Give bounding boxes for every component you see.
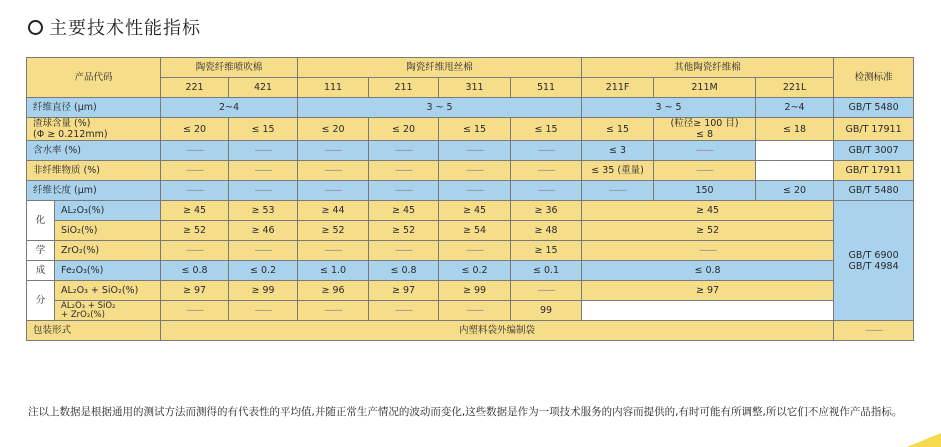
value-cell: —— xyxy=(582,181,654,201)
corner-decoration xyxy=(907,433,941,447)
table-row xyxy=(27,261,914,281)
value-cell: —— xyxy=(654,161,756,181)
row-label: 非纤维物质 (%) xyxy=(27,161,161,181)
value-cell: —— xyxy=(439,241,511,261)
code-cell: 111 xyxy=(298,78,369,98)
value-cell: —— xyxy=(161,161,229,181)
standard-cell: GB/T 17911 xyxy=(834,118,914,141)
row-label: 包装形式 xyxy=(27,321,161,341)
value-cell xyxy=(582,301,834,321)
value-cell: ≤ 1.0 xyxy=(298,261,369,281)
value-cell: ≥ 52 xyxy=(582,221,834,241)
value-cell: —— xyxy=(439,301,511,321)
header-standard: 检测标准 xyxy=(834,58,914,98)
value-cell: —— xyxy=(654,141,756,161)
value-cell: ≤ 18 xyxy=(756,118,834,141)
value-cell: —— xyxy=(229,141,298,161)
row-label: ZrO₂(%) xyxy=(55,241,161,261)
value-cell: ≤ 20 xyxy=(756,181,834,201)
value-cell: ≤ 0.1 xyxy=(511,261,582,281)
table-row xyxy=(27,301,914,321)
value-cell: ≤ 0.8 xyxy=(161,261,229,281)
value-cell: —— xyxy=(511,181,582,201)
row-label: 含水率 (%) xyxy=(27,141,161,161)
value-cell: ≥ 52 xyxy=(161,221,229,241)
spec-table xyxy=(26,57,914,341)
section-title-text: 主要技术性能指标 xyxy=(49,18,201,39)
section-title xyxy=(28,14,201,40)
value-cell: —— xyxy=(298,181,369,201)
table-row xyxy=(27,118,914,141)
value-cell: ≥ 46 xyxy=(229,221,298,241)
value-cell: —— xyxy=(439,181,511,201)
value-cell: —— xyxy=(229,241,298,261)
value-cell: ≥ 96 xyxy=(298,281,369,301)
value-cell: 150 xyxy=(654,181,756,201)
value-cell: ≥ 15 xyxy=(511,241,582,261)
chem-side-label: 学 xyxy=(27,241,55,261)
value-cell: —— xyxy=(298,161,369,181)
header-product-code: 产品代码 xyxy=(27,58,161,98)
value-cell: —— xyxy=(511,161,582,181)
header-group-spun: 陶瓷纤维甩丝棉 xyxy=(298,58,582,78)
value-cell xyxy=(756,141,834,161)
value-cell: ≤ 3 xyxy=(582,141,654,161)
table-row xyxy=(27,241,914,261)
value-cell: ≤ 0.2 xyxy=(439,261,511,281)
standard-cell: —— xyxy=(834,321,914,341)
footnote: 注以上数据是根据通用的测试方法而测得的有代表性的平均值,并随正常生产情况的波动而变化,这些数据是作为一项技术服务的内容而提供的,有时可能有所调整,所以它们不应视作产品指标。 xyxy=(28,406,903,418)
value-cell: —— xyxy=(511,141,582,161)
code-cell: 211M xyxy=(654,78,756,98)
row-label: Fe₂O₃(%) xyxy=(55,261,161,281)
value-cell: —— xyxy=(229,181,298,201)
value-cell: —— xyxy=(298,241,369,261)
row-label: 纤维直径 (μm) xyxy=(27,98,161,118)
code-cell: 211F xyxy=(582,78,654,98)
value-cell: —— xyxy=(369,301,439,321)
value-cell: ≥ 52 xyxy=(298,221,369,241)
value-cell: ≤ 15 xyxy=(582,118,654,141)
table-row xyxy=(27,141,914,161)
value-cell: ≥ 45 xyxy=(369,201,439,221)
value-cell: ≥ 53 xyxy=(229,201,298,221)
value-cell: ≥ 97 xyxy=(161,281,229,301)
value-cell: 3 ~ 5 xyxy=(298,98,582,118)
value-cell: ≤ 20 xyxy=(298,118,369,141)
standard-cell: GB/T 17911 xyxy=(834,161,914,181)
value-cell: 99 xyxy=(511,301,582,321)
value-cell: —— xyxy=(439,161,511,181)
value-cell: ≥ 52 xyxy=(369,221,439,241)
value-cell: ≥ 36 xyxy=(511,201,582,221)
table-row xyxy=(27,321,914,341)
value-cell: —— xyxy=(582,241,834,261)
standard-cell: GB/T 6900 GB/T 4984 xyxy=(834,201,914,321)
header-group-blown: 陶瓷纤维喷吹棉 xyxy=(161,58,298,78)
value-cell: ≤ 15 xyxy=(511,118,582,141)
value-cell: —— xyxy=(298,141,369,161)
value-cell: ≤ 15 xyxy=(229,118,298,141)
table-row xyxy=(27,281,914,301)
value-cell: 2~4 xyxy=(756,98,834,118)
code-cell: 211 xyxy=(369,78,439,98)
value-cell: 2~4 xyxy=(161,98,298,118)
value-cell: ≥ 45 xyxy=(161,201,229,221)
value-cell: —— xyxy=(369,181,439,201)
table-row xyxy=(27,221,914,241)
chem-side-label: 分 xyxy=(27,281,55,321)
value-cell: (粒径≥ 100 目) ≤ 8 xyxy=(654,118,756,141)
value-cell xyxy=(756,161,834,181)
row-label: AL₂O₃ + SiO₂(%) xyxy=(55,281,161,301)
code-cell: 221 xyxy=(161,78,229,98)
chem-side-label: 化 xyxy=(27,201,55,241)
value-cell: ≥ 99 xyxy=(439,281,511,301)
value-cell: —— xyxy=(369,241,439,261)
standard-cell: GB/T 3007 xyxy=(834,141,914,161)
value-cell: ≤ 0.8 xyxy=(369,261,439,281)
value-cell: ≥ 45 xyxy=(582,201,834,221)
value-cell: ≥ 45 xyxy=(439,201,511,221)
row-label: 纤维长度 (μm) xyxy=(27,181,161,201)
row-label: AL₂O₃(%) xyxy=(55,201,161,221)
code-cell: 311 xyxy=(439,78,511,98)
standard-cell: GB/T 5480 xyxy=(834,181,914,201)
header-group-other: 其他陶瓷纤维棉 xyxy=(582,58,834,78)
value-cell: —— xyxy=(161,181,229,201)
value-cell: ≥ 48 xyxy=(511,221,582,241)
value-cell: ≤ 20 xyxy=(369,118,439,141)
code-cell: 511 xyxy=(511,78,582,98)
standard-cell: GB/T 5480 xyxy=(834,98,914,118)
value-cell: —— xyxy=(439,141,511,161)
value-cell: —— xyxy=(369,141,439,161)
value-cell: ≤ 20 xyxy=(161,118,229,141)
chem-side-label: 成 xyxy=(27,261,55,281)
value-cell: —— xyxy=(298,301,369,321)
code-cell: 221L xyxy=(756,78,834,98)
packing-value: 内塑料袋外编制袋 xyxy=(161,321,834,341)
value-cell: ≤ 35 (重量) xyxy=(582,161,654,181)
value-cell: —— xyxy=(511,281,582,301)
value-cell: —— xyxy=(161,301,229,321)
value-cell: —— xyxy=(161,241,229,261)
value-cell: —— xyxy=(369,161,439,181)
value-cell: ≤ 0.8 xyxy=(582,261,834,281)
table-row xyxy=(27,181,914,201)
row-label: SiO₂(%) xyxy=(55,221,161,241)
code-cell: 421 xyxy=(229,78,298,98)
table-row xyxy=(27,201,914,221)
row-label: 渣球含量 (%) (Φ ≥ 0.212mm) xyxy=(27,118,161,141)
value-cell: —— xyxy=(229,161,298,181)
value-cell: —— xyxy=(229,301,298,321)
value-cell: —— xyxy=(161,141,229,161)
row-label: AL₂O₃ + SiO₂ + ZrO₂(%) xyxy=(55,301,161,321)
circle-bullet-icon xyxy=(28,20,43,35)
value-cell: ≥ 97 xyxy=(582,281,834,301)
value-cell: ≥ 97 xyxy=(369,281,439,301)
value-cell: ≥ 44 xyxy=(298,201,369,221)
value-cell: ≥ 54 xyxy=(439,221,511,241)
value-cell: 3 ~ 5 xyxy=(582,98,756,118)
value-cell: ≥ 99 xyxy=(229,281,298,301)
table-row xyxy=(27,98,914,118)
value-cell: ≤ 15 xyxy=(439,118,511,141)
value-cell: ≤ 0.2 xyxy=(229,261,298,281)
table-row xyxy=(27,161,914,181)
